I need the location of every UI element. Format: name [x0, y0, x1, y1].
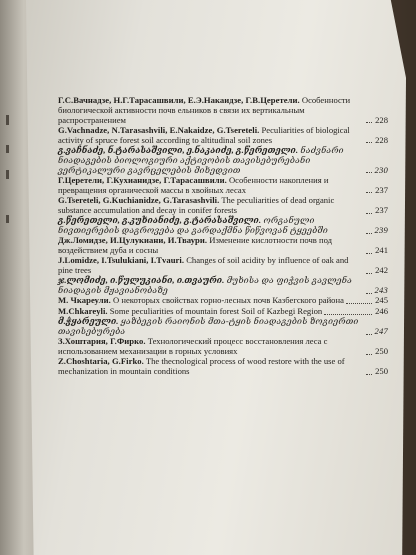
- toc-entry: [58, 196, 388, 216]
- entry-page: 243: [374, 285, 388, 296]
- entry-authors: Дж.Ломидзе, И.Цулукиани, И.Тваури.: [58, 235, 208, 246]
- toc-entry: [58, 337, 388, 357]
- entry-authors: Z.Choshtaria, G.Firko.: [58, 356, 144, 367]
- entry-title: Some peculiarities of mountain forest Soil of Kazbegi Region: [109, 305, 323, 316]
- entry-page: 228: [375, 134, 388, 145]
- entry-page: 250: [375, 366, 388, 377]
- toc-entry: [58, 317, 388, 337]
- entry-authors: გ.წერეთელი, გ.კუხიანიძე, გ.ტარასაშვილი.: [58, 215, 262, 226]
- entry-title: ნაძვნარი ნიადაგების ბიოლოგიური აქტივობის თავისებურებანი ვერტიკალური გავრცელების მიხედვით: [58, 144, 344, 175]
- entry-authors: ჯ.ლომიძე, ი.წულუკიანი, ი.თვაური.: [58, 275, 225, 286]
- entry-title: Peculiarities of biological activity of spruce forest soil according to altitudinal soil zones: [58, 124, 350, 145]
- entry-authors: Г.Церетели, Г.Кухианидзе, Г.Тарасашвили.: [58, 174, 227, 185]
- entry-title: The thecnological process of wood restore with the use of mechanization in mountain conditions: [58, 356, 345, 377]
- entry-authors: G.Vachnadze, N.Tarasashvili, E.Nakaidze, G.Tsereteli.: [58, 124, 260, 135]
- entry-title: ორგანული ნივთიერების დაგროვება და გარდაქმნა წიწვოვან ტყეებში: [58, 215, 328, 235]
- page-edge-mark: [6, 145, 9, 153]
- entry-authors: M.Chkareyli.: [58, 305, 108, 316]
- page-edge-mark: [6, 115, 9, 125]
- toc-entry: [58, 256, 388, 276]
- entry-page: 247: [374, 325, 388, 336]
- entry-authors: М. Чкареули.: [58, 295, 111, 306]
- entry-page: 242: [375, 265, 388, 276]
- entry-authors: J.Lomidze, I.Tsulukiani, I.Tvauri.: [58, 255, 185, 266]
- entry-title: მუხისა და ფიჭვის გავლენა ნიადაგის მჟავიანობაზე: [58, 275, 353, 296]
- page-edge-mark: [6, 215, 9, 223]
- entry-page: 230: [374, 164, 388, 175]
- entry-authors: З.Хоштария, Г.Фирко.: [58, 336, 146, 347]
- page-edge-mark: [6, 170, 9, 179]
- table-of-contents: [58, 96, 388, 377]
- entry-page: 241: [375, 244, 388, 255]
- entry-title: Особенности биологической активности почв ельников в связи их вертикальным распространением: [58, 95, 351, 125]
- entry-page: 237: [375, 184, 388, 195]
- entry-title: The peculiarities of dead organic substance accumulation and decay in conifer forests: [58, 194, 335, 215]
- toc-entry: [58, 216, 388, 236]
- toc-entry: [58, 126, 388, 146]
- entry-page: 246: [375, 305, 388, 316]
- toc-entry: [58, 236, 388, 256]
- entry-title: О некоторых свойствах горно-лесных почв Казбегского района: [112, 295, 344, 306]
- entry-authors: მ.ჭყარეული.: [58, 316, 119, 327]
- entry-title: Изменение кислотности почв под воздействием дуба и сосны: [58, 235, 333, 255]
- entry-authors: Г.С.Вачнадзе, Н.Г.Тарасашвили, Е.Э.Накаидзе, Г.В.Церетели.: [58, 95, 300, 105]
- toc-entry: [58, 276, 388, 296]
- entry-page: 228: [375, 114, 388, 125]
- entry-page: 237: [375, 204, 388, 215]
- toc-entry: [58, 146, 388, 175]
- entry-page: 245: [375, 295, 388, 306]
- toc-entry: [58, 176, 388, 196]
- entry-title: ყაზბეგის რაიონის მთა-ტყის ნიადაგების ზოგიერთი თავისებურება: [58, 316, 359, 336]
- entry-page: 239: [374, 224, 388, 235]
- toc-entry: [58, 357, 388, 377]
- entry-page: 250: [375, 345, 388, 356]
- toc-entry: [58, 96, 388, 125]
- entry-authors: G.Tsereteli, G.Kuchianidze, G.Tarasashvili.: [58, 194, 220, 205]
- entry-title: Особенности накопления и превращения органической массы в хвойных лесах: [58, 174, 329, 195]
- entry-title: Технологический процесс восстановления леса с использованием механизации в горных условиях: [58, 336, 328, 356]
- entry-authors: გ.ვაჩნაძე, ნ.ტარასაშვილი, ე.ნაკაიძე, გ.წერეთელი.: [58, 144, 299, 155]
- entry-title: Changes of soil acidity by influence of oak and pine trees: [58, 255, 349, 276]
